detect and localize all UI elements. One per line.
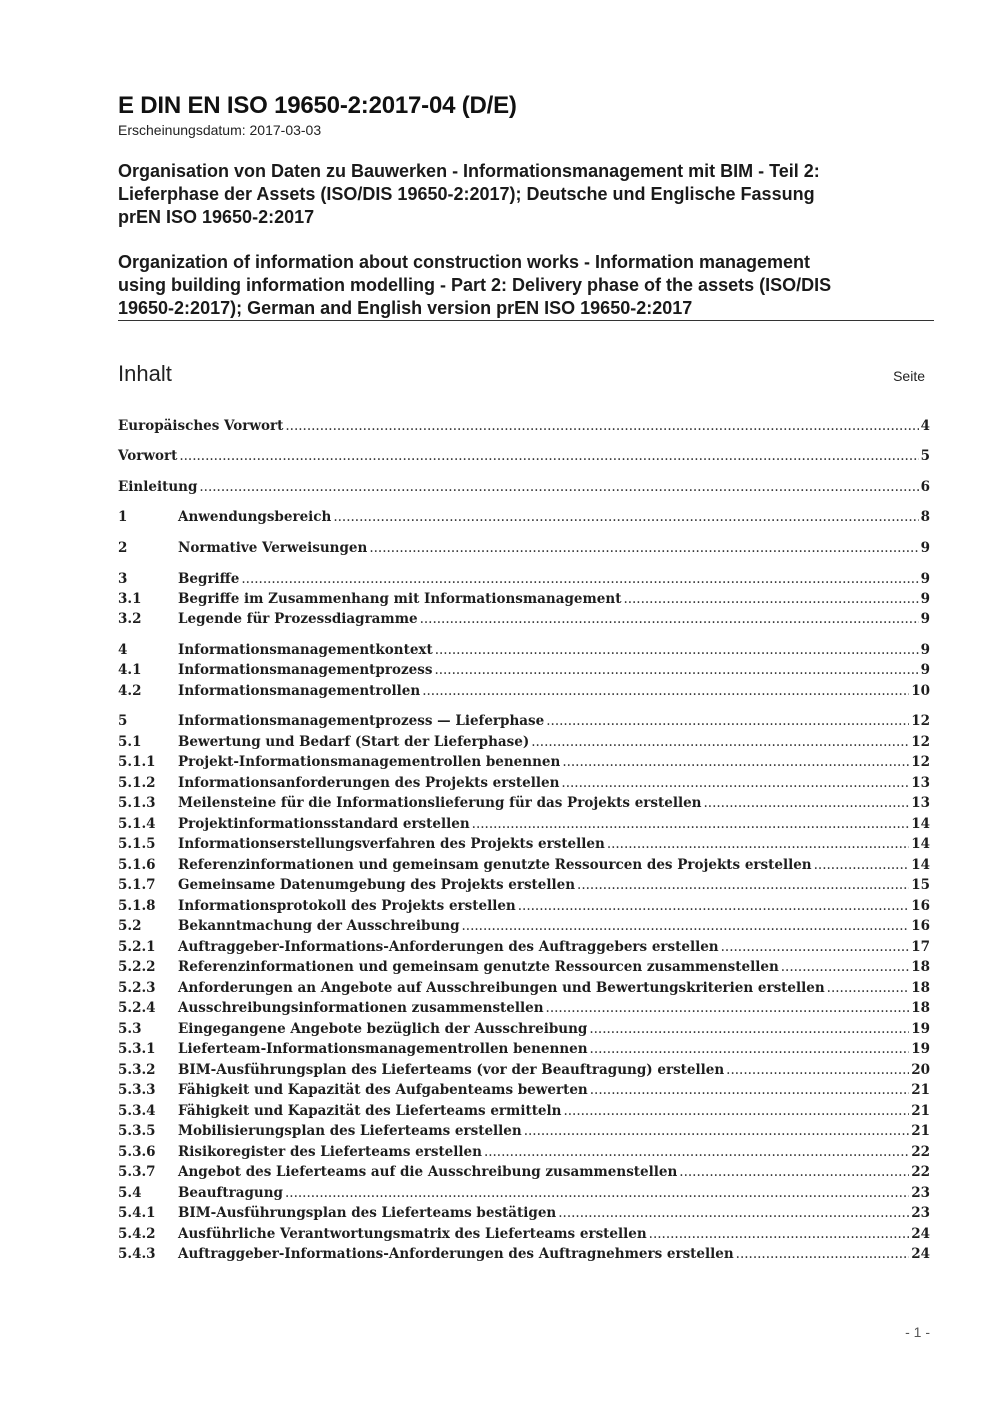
toc-entry-title: BIM-Ausführungsplan des Lieferteams bestätigen xyxy=(178,1205,557,1221)
toc-page-column-label: Seite xyxy=(893,368,925,384)
toc-entry-number: 5.1.8 xyxy=(118,898,156,914)
toc-dot-leader xyxy=(285,418,918,434)
toc-entry[interactable] xyxy=(118,509,930,530)
publication-date: Erscheinungsdatum: 2017-03-03 xyxy=(118,122,322,138)
toc-entry-title: Auftraggeber-Informations-Anforderungen des Auftraggebers erstellen xyxy=(178,939,719,955)
toc-dot-leader xyxy=(590,1041,910,1057)
toc-entry[interactable] xyxy=(118,918,930,939)
toc-dot-leader xyxy=(721,939,910,955)
toc-entry-title: Anforderungen an Angebote auf Ausschreibungen und Bewertungskriterien erstellen xyxy=(178,980,825,996)
toc-dot-leader xyxy=(420,611,919,627)
title-english xyxy=(118,251,918,320)
toc-entry-page: 24 xyxy=(911,1246,930,1262)
toc-dot-leader xyxy=(333,509,918,525)
toc-entry-page: 9 xyxy=(920,642,930,658)
toc-entry-title: Informationsmanagementprozess xyxy=(178,662,433,678)
toc-entry-number: 5.3.6 xyxy=(118,1144,156,1160)
toc-entry-title: Fähigkeit und Kapazität des Aufgabenteams bewerten xyxy=(178,1082,588,1098)
toc-entry[interactable] xyxy=(118,713,930,734)
toc-entry-number: 4.1 xyxy=(118,662,142,678)
toc-entry[interactable] xyxy=(118,683,930,704)
document-id: E DIN EN ISO 19650-2:2017-04 (D/E) xyxy=(118,92,517,119)
toc-entry-title: Projektinformationsstandard erstellen xyxy=(178,816,470,832)
toc-entry-page: 9 xyxy=(920,540,930,556)
toc-entry-title: Normative Verweisungen xyxy=(178,540,368,556)
toc-entry[interactable] xyxy=(118,540,930,561)
toc-entry-number: 5.1.7 xyxy=(118,877,156,893)
toc-dot-leader xyxy=(546,1000,910,1016)
toc-entry[interactable] xyxy=(118,816,930,837)
toc-entry[interactable] xyxy=(118,448,930,469)
toc-entry-number: 5.4 xyxy=(118,1185,142,1201)
toc-entry[interactable] xyxy=(118,1205,930,1226)
toc-entry[interactable] xyxy=(118,1123,930,1144)
toc-entry[interactable] xyxy=(118,642,930,663)
toc-entry-title: Eingegangene Angebote bezüglich der Ausschreibung xyxy=(178,1021,588,1037)
toc-entry-title: Informationsmanagementprozess — Lieferphase xyxy=(178,713,545,729)
toc-dot-leader xyxy=(827,980,910,996)
toc-entry[interactable] xyxy=(118,877,930,898)
toc-entry-number: 5.1.5 xyxy=(118,836,156,852)
toc-entry[interactable] xyxy=(118,418,930,439)
toc-dot-leader xyxy=(814,857,910,873)
toc-entry[interactable] xyxy=(118,1103,930,1124)
toc-entry[interactable] xyxy=(118,662,930,683)
title-english-line: using building information modelling - Part 2: Delivery phase of the assets (ISO/DIS xyxy=(118,275,832,295)
toc-entry-number: 5.3.2 xyxy=(118,1062,156,1078)
toc-entry-page: 17 xyxy=(911,939,930,955)
toc-entry-title: Projekt-Informationsmanagementrollen benennen xyxy=(178,754,561,770)
toc-entry-number: 5.1.6 xyxy=(118,857,156,873)
toc-heading: Inhalt xyxy=(118,361,172,386)
toc-entry-page: 8 xyxy=(920,509,930,525)
toc-entry-title: BIM-Ausführungsplan des Lieferteams (vor der Beauftragung) erstellen xyxy=(178,1062,725,1078)
toc-dot-leader xyxy=(546,713,909,729)
toc-dot-leader xyxy=(703,795,909,811)
toc-entry-page: 13 xyxy=(911,775,930,791)
toc-dot-leader xyxy=(179,448,918,464)
toc-entry[interactable] xyxy=(118,775,930,796)
toc-entry-page: 9 xyxy=(920,611,930,627)
toc-entry-number: 5.3.3 xyxy=(118,1082,156,1098)
toc-entry-page: 18 xyxy=(911,959,930,975)
toc-entry-title: Vorwort xyxy=(118,448,178,464)
toc-entry[interactable] xyxy=(118,1082,930,1103)
toc-entry[interactable] xyxy=(118,898,930,919)
toc-entry-page: 14 xyxy=(911,836,930,852)
toc-entry-page: 21 xyxy=(911,1103,930,1119)
toc-dot-leader xyxy=(531,734,909,750)
toc-entry-number: 5.2.4 xyxy=(118,1000,156,1016)
toc-entry-title: Bewertung und Bedarf (Start der Lieferphase) xyxy=(178,734,530,750)
toc-entry-page: 16 xyxy=(911,918,930,934)
toc-entry-title: Informationsanforderungen des Projekts erstellen xyxy=(178,775,560,791)
toc-entry-number: 3.1 xyxy=(118,591,142,607)
title-english-line: 19650-2:2017); German and English version prEN ISO 19650-2:2017 xyxy=(118,298,693,318)
toc-entry-page: 18 xyxy=(911,980,930,996)
toc-entry-title: Bekanntmachung der Ausschreibung xyxy=(178,918,460,934)
toc-entry-number: 5.1.2 xyxy=(118,775,156,791)
toc-dot-leader xyxy=(422,683,909,699)
toc-dot-leader xyxy=(434,662,918,678)
toc-entry-page: 21 xyxy=(911,1082,930,1098)
toc-dot-leader xyxy=(369,540,918,556)
toc-entry-page: 22 xyxy=(911,1144,930,1160)
toc-entry-page: 23 xyxy=(911,1205,930,1221)
toc-entry-title: Ausführliche Verantwortungsmatrix des Lieferteams erstellen xyxy=(178,1226,647,1242)
toc-entry-title: Referenzinformationen und gemeinsam genutzte Ressourcen zusammenstellen xyxy=(178,959,779,975)
toc-entry-number: 5.1.4 xyxy=(118,816,156,832)
page-number: - 1 - xyxy=(905,1324,930,1340)
toc-dot-leader xyxy=(577,877,909,893)
toc-entry[interactable] xyxy=(118,836,930,857)
toc-entry-title: Europäisches Vorwort xyxy=(118,418,284,434)
toc-entry-title: Beauftragung xyxy=(178,1185,283,1201)
toc-entry-page: 24 xyxy=(911,1226,930,1242)
toc-entry-title: Informationserstellungsverfahren des Projekts erstellen xyxy=(178,836,605,852)
toc-dot-leader xyxy=(435,642,919,658)
toc-entry-page: 22 xyxy=(911,1164,930,1180)
toc-dot-leader xyxy=(484,1144,909,1160)
title-english-line: Organization of information about construction works - Information management xyxy=(118,252,811,272)
toc-entry-page: 18 xyxy=(911,1000,930,1016)
toc-dot-leader xyxy=(736,1246,910,1262)
toc-entry-page: 21 xyxy=(911,1123,930,1139)
toc-entry[interactable] xyxy=(118,939,930,960)
toc-entry-number: 5.3.4 xyxy=(118,1103,156,1119)
toc-entry-title: Angebot des Lieferteams auf die Ausschreibung zusammenstellen xyxy=(178,1164,678,1180)
title-divider xyxy=(118,320,934,321)
toc-entry-number: 5.4.1 xyxy=(118,1205,156,1221)
toc-entry[interactable] xyxy=(118,1062,930,1083)
toc-entry-number: 5.2.2 xyxy=(118,959,156,975)
toc-entry-title: Risikoregister des Lieferteams erstellen xyxy=(178,1144,482,1160)
toc-entry-page: 20 xyxy=(911,1062,930,1078)
toc-dot-leader xyxy=(518,898,909,914)
title-german-line: prEN ISO 19650-2:2017 xyxy=(118,207,315,227)
toc-entry-title: Gemeinsame Datenumgebung des Projekts erstellen xyxy=(178,877,576,893)
toc-entry-page: 16 xyxy=(911,898,930,914)
toc-entry[interactable] xyxy=(118,591,930,612)
toc-entry-number: 5.1.1 xyxy=(118,754,156,770)
toc-entry-page: 15 xyxy=(911,877,930,893)
toc-entry-number: 5.3 xyxy=(118,1021,142,1037)
toc-dot-leader xyxy=(462,918,910,934)
toc-dot-leader xyxy=(199,479,918,495)
toc-dot-leader xyxy=(589,1021,909,1037)
toc-entry-title: Legende für Prozessdiagramme xyxy=(178,611,418,627)
toc-dot-leader xyxy=(607,836,909,852)
toc-entry-page: 13 xyxy=(911,795,930,811)
toc-entry-title: Informationsprotokoll des Projekts erstellen xyxy=(178,898,516,914)
toc-entry-title: Meilensteine für die Informationslieferung für das Projekts erstellen xyxy=(178,795,702,811)
toc-entry-title: Lieferteam-Informationsmanagementrollen benennen xyxy=(178,1041,588,1057)
toc-entry-page: 14 xyxy=(911,816,930,832)
toc-entry[interactable] xyxy=(118,1246,930,1267)
toc-entry-number: 5.3.1 xyxy=(118,1041,156,1057)
toc-entry-number: 4.2 xyxy=(118,683,142,699)
toc-entry-title: Ausschreibungsinformationen zusammenstellen xyxy=(178,1000,544,1016)
toc-dot-leader xyxy=(285,1185,909,1201)
toc-entry-number: 5.3.7 xyxy=(118,1164,156,1180)
toc-entry-number: 5.1.3 xyxy=(118,795,156,811)
toc-entry[interactable] xyxy=(118,980,930,1001)
toc-entry-title: Mobilisierungsplan des Lieferteams erstellen xyxy=(178,1123,522,1139)
toc-entry-number: 5.2 xyxy=(118,918,142,934)
toc-dot-leader xyxy=(590,1082,909,1098)
toc-dot-leader xyxy=(241,571,918,587)
toc-entry[interactable] xyxy=(118,1000,930,1021)
toc-dot-leader xyxy=(623,591,918,607)
toc-entry[interactable] xyxy=(118,754,930,775)
toc-dot-leader xyxy=(558,1205,909,1221)
toc-entry-page: 12 xyxy=(911,734,930,750)
toc-dot-leader xyxy=(524,1123,910,1139)
toc-entry-number: 5 xyxy=(118,713,128,729)
toc-entry-number: 3.2 xyxy=(118,611,142,627)
toc-entry[interactable] xyxy=(118,1041,930,1062)
toc-entry-page: 6 xyxy=(920,479,930,495)
toc-dot-leader xyxy=(679,1164,909,1180)
toc-dot-leader xyxy=(561,775,909,791)
toc-entry[interactable] xyxy=(118,1226,930,1247)
toc-entry-page: 4 xyxy=(920,418,930,434)
toc-entry-page: 19 xyxy=(911,1021,930,1037)
toc-entry-title: Referenzinformationen und gemeinsam genutzte Ressourcen des Projekts erstellen xyxy=(178,857,812,873)
toc-entry-number: 5.2.1 xyxy=(118,939,156,955)
toc-entry[interactable] xyxy=(118,479,930,500)
toc-entry-page: 19 xyxy=(911,1041,930,1057)
toc-entry-number: 3 xyxy=(118,571,128,587)
toc-entry-number: 1 xyxy=(118,509,128,525)
toc-entry-page: 12 xyxy=(911,754,930,770)
toc-entry-number: 5.3.5 xyxy=(118,1123,156,1139)
toc-dot-leader xyxy=(649,1226,910,1242)
toc-entry-number: 2 xyxy=(118,540,128,556)
toc-entry[interactable] xyxy=(118,795,930,816)
title-german-line: Lieferphase der Assets (ISO/DIS 19650-2:2017); Deutsche und Englische Fassung xyxy=(118,184,815,204)
toc-entry[interactable] xyxy=(118,611,930,632)
toc-entry-page: 9 xyxy=(920,571,930,587)
toc-entry[interactable] xyxy=(118,1164,930,1185)
toc-dot-leader xyxy=(472,816,910,832)
toc-entry-number: 5.4.2 xyxy=(118,1226,156,1242)
toc-entry-number: 5.1 xyxy=(118,734,142,750)
toc-dot-leader xyxy=(563,1103,909,1119)
toc-entry-title: Einleitung xyxy=(118,479,198,495)
toc-entry[interactable] xyxy=(118,1185,930,1206)
toc-entry-page: 12 xyxy=(911,713,930,729)
toc-entry-number: 5.4.3 xyxy=(118,1246,156,1262)
toc-entry-title: Begriffe im Zusammenhang mit Informationsmanagement xyxy=(178,591,622,607)
toc-entry[interactable] xyxy=(118,571,930,592)
toc-entry-page: 9 xyxy=(920,591,930,607)
toc-entry-title: Fähigkeit und Kapazität des Lieferteams ermitteln xyxy=(178,1103,562,1119)
toc-dot-leader xyxy=(726,1062,909,1078)
toc-entry-page: 10 xyxy=(911,683,930,699)
toc-entry-number: 4 xyxy=(118,642,128,658)
toc-entry-title: Informationsmanagementkontext xyxy=(178,642,433,658)
toc-entry-title: Begriffe xyxy=(178,571,240,587)
toc-entry-page: 14 xyxy=(911,857,930,873)
toc-entry[interactable] xyxy=(118,959,930,980)
toc-entry-title: Informationsmanagementrollen xyxy=(178,683,421,699)
toc-entry[interactable] xyxy=(118,734,930,755)
toc-dot-leader xyxy=(781,959,909,975)
toc-entry-number: 5.2.3 xyxy=(118,980,156,996)
title-german xyxy=(118,160,918,229)
toc-entry-page: 9 xyxy=(920,662,930,678)
toc-entry[interactable] xyxy=(118,857,930,878)
toc-entry-title: Anwendungsbereich xyxy=(178,509,332,525)
toc-entry[interactable] xyxy=(118,1021,930,1042)
toc-entry-page: 23 xyxy=(911,1185,930,1201)
toc-entry-title: Auftraggeber-Informations-Anforderungen des Auftragnehmers erstellen xyxy=(178,1246,734,1262)
toc-dot-leader xyxy=(562,754,909,770)
title-german-line: Organisation von Daten zu Bauwerken - Informationsmanagement mit BIM - Teil 2: xyxy=(118,161,820,181)
toc-entry[interactable] xyxy=(118,1144,930,1165)
toc-entry-page: 5 xyxy=(920,448,930,464)
